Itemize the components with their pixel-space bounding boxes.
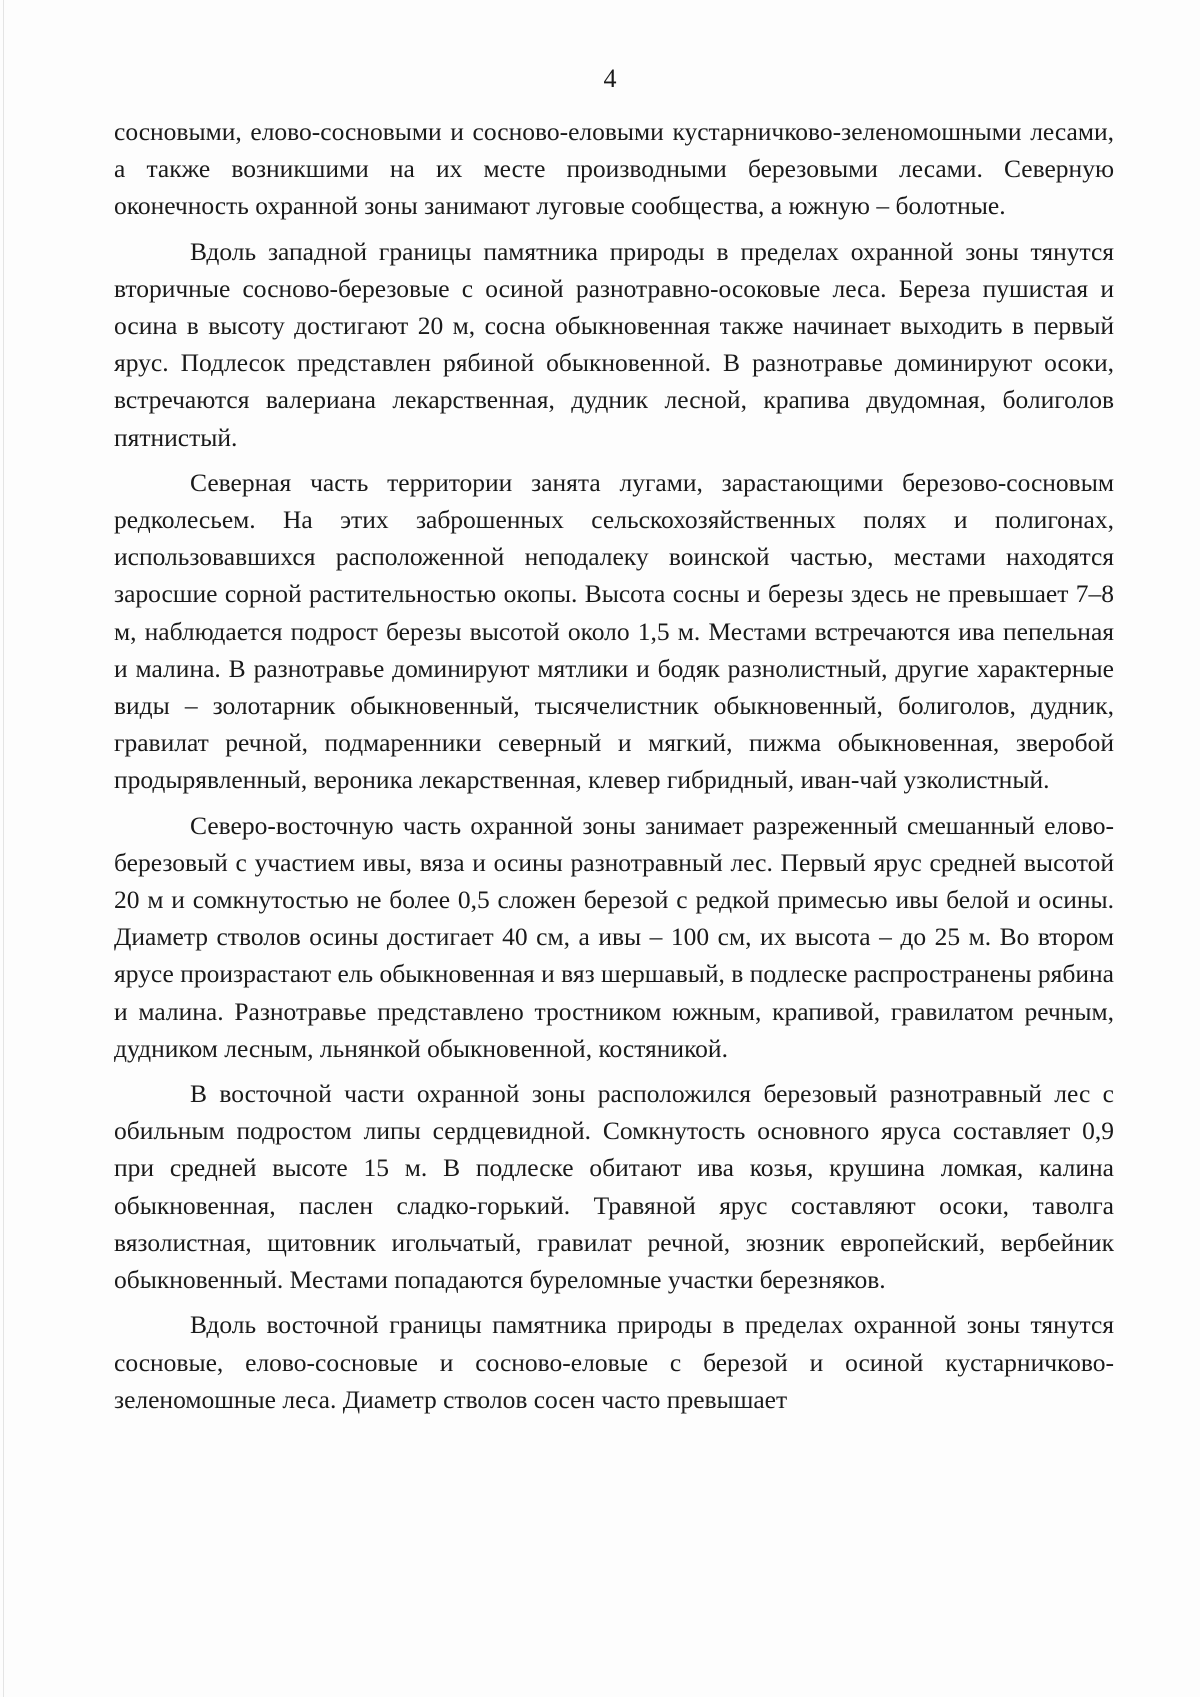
paragraph-eastern-border: Вдоль восточной границы памятника природы в пределах охранной зоны тянутся сосновые, елово-сосновые и сосново-еловые с березой и осиной кустарничково-зеленомошные леса. Диаметр стволов сосен часто превышает <box>114 1310 1114 1414</box>
paragraph-eastern-part: В восточной части охранной зоны расположился березовый разнотравный лес с обильным подростом липы сердцевидной. Сомкнутость основного яруса составляет 0,9 при средней высоте 15 м. В подлеске обитают ива козья, крушина ломкая, калина обыкновенная, паслен сладко-горький. Травяной ярус составляют осоки, таволга вязолистная, щитовник игольчатый, гравилат речной, зюзник европейский, вербейник обыкновенный. Местами попадаются буреломные участки березняков. <box>114 1079 1114 1295</box>
page-number: 4 <box>603 64 617 93</box>
paragraph-northeastern-part: Северо-восточную часть охранной зоны занимает разреженный смешанный елово-березовый с участием ивы, вяза и осины разнотравный лес. Первый ярус средней высотой 20 м и сомкнутостью не более 0,5 сложен березой с редкой примесью ивы белой и осины. Диаметр стволов осины достигает 40 см, а ивы – 100 см, их высота – до 25 м. Во втором ярусе произрастают ель обыкновенная и вяз шершавый, в подлеске распространены рябина и малина. Разнотравье представлено тростником южным, крапивой, гравилатом речным, дудником лесным, льнянкой обыкновенной, костяникой. <box>114 810 1114 1063</box>
paragraph-northern-part: Северная часть территории занята лугами, зарастающими березово-сосновым редколесьем. На этих заброшенных сельскохозяйственных полях и полигонах, использовавшихся расположенной неподалеку воинской частью, местами находятся заросшие сорной растительностью окопы. Высота сосны и березы здесь не превышает 7–8 м, наблюдается подрост березы высотой около 1,5 м. Местами встречаются ива пепельная и малина. В разнотравье доминируют мятлики и бодяк разнолистный, другие характерные виды – золотарник обыкновенный, тысячелистник обыкновенный, болиголов, дудник, гравилат речной, подмаренники северный и мягкий, пижма обыкновенная, зверобой продырявленный, вероника лекарственная, клевер гибридный, иван-чай узколистный. <box>114 467 1114 795</box>
paragraph-western-border: Вдоль западной границы памятника природы в пределах охранной зоны тянутся вторичные сосново-березовые с осиной разнотравно-осоковые леса. Береза пушистая и осина в высоту достигают 20 м, сосна обыкновенная также начинает выходить в первый ярус. Подлесок представлен рябиной обыкновенной. В разнотравье доминируют осоки, встречаются валериана лекарственная, дудник лесной, крапива двудомная, болиголов пятнистый. <box>114 236 1114 452</box>
scan-edge-line <box>3 0 4 1697</box>
document-body <box>114 113 1114 1418</box>
paragraph-continuation: сосновыми, елово-сосновыми и сосново-еловыми кустарничково-зеленомошными лесами, а также возникшими на их месте производными березовыми лесами. Северную оконечность охранной зоны занимают луговые сообщества, а южную – болотные. <box>114 117 1114 221</box>
